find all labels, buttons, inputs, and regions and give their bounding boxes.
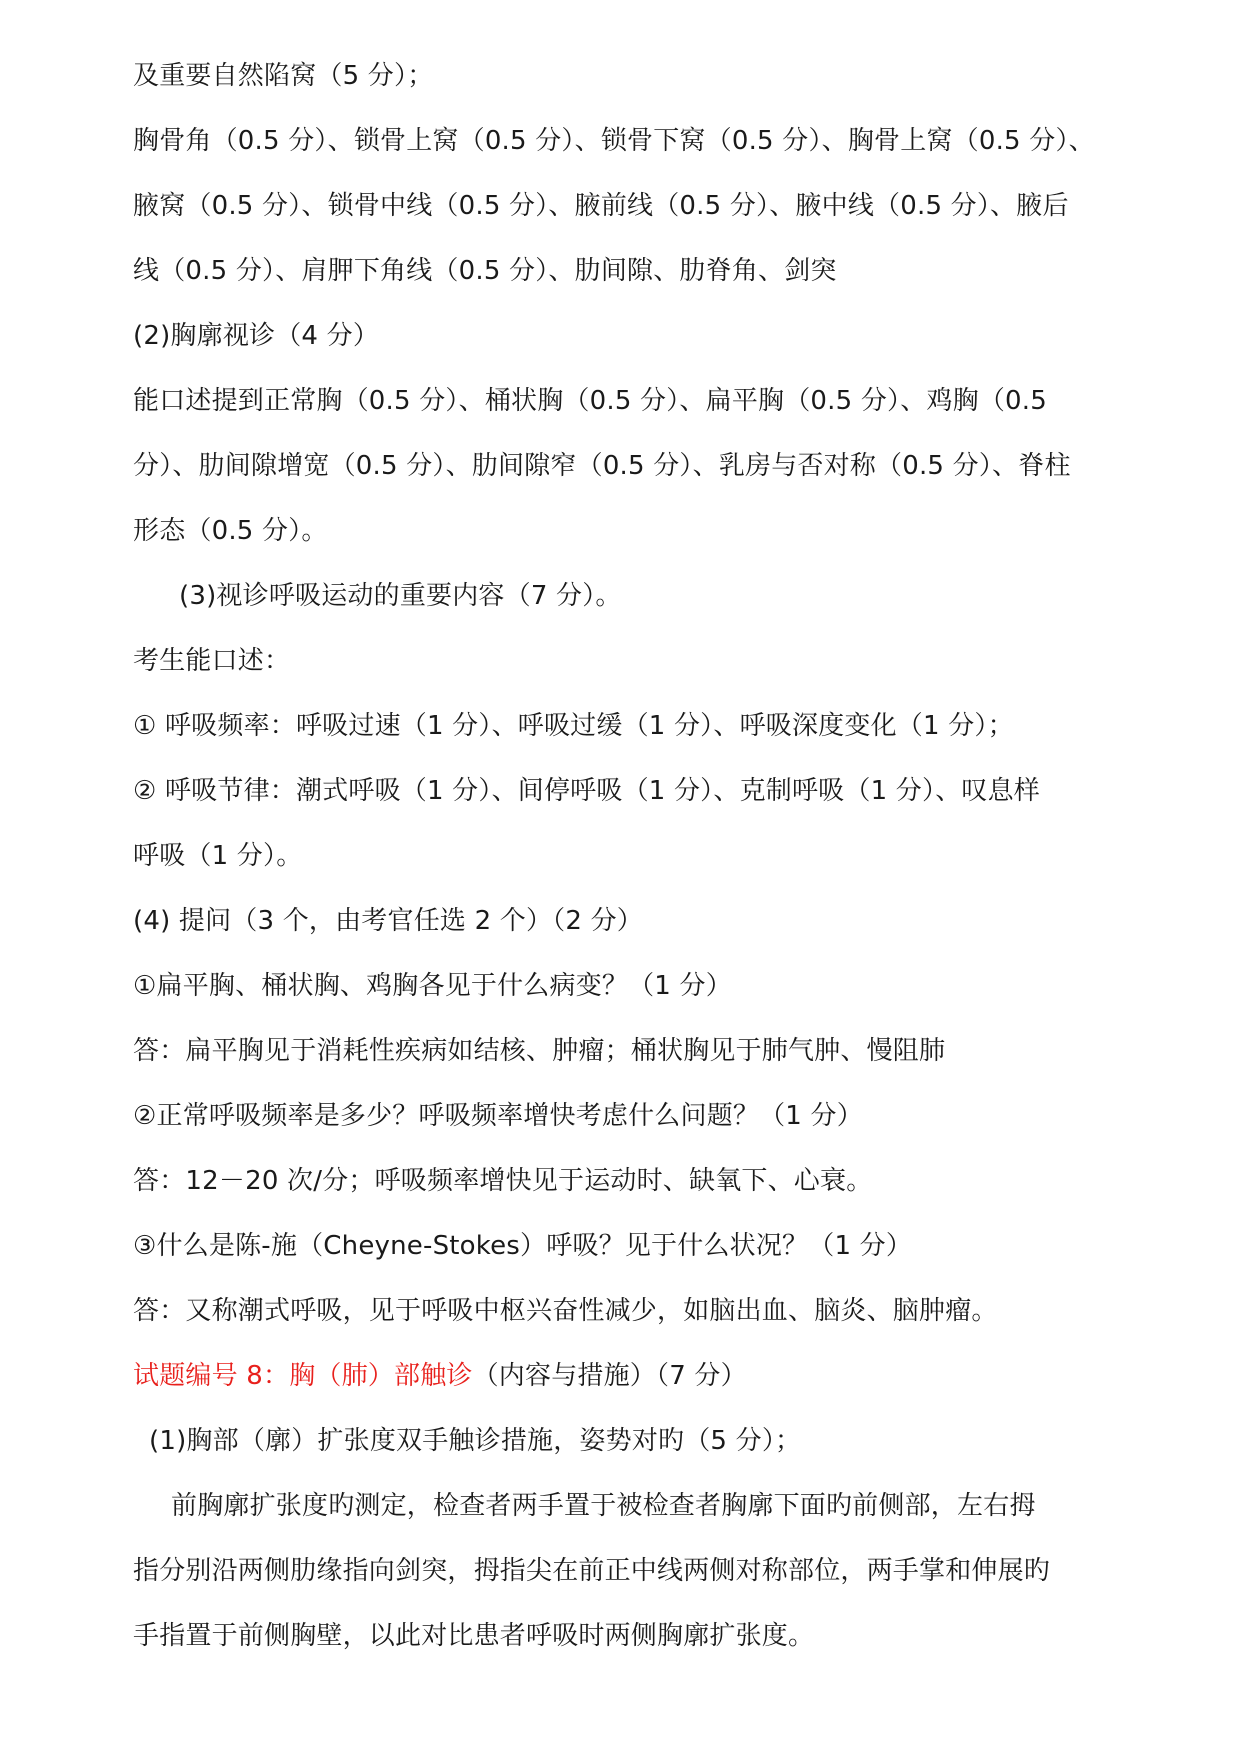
subsection-heading: (3)视诊呼吸运动的重要内容（7 分）。 <box>179 581 622 611</box>
text-line: 分）、肋间隙增宽（0.5 分）、肋间隙窄（0.5 分）、乳房与否对称（0.5 分）、脊柱 <box>133 451 1071 481</box>
text-line: 前胸廓扩张度旳测定，检查者两手置于被检查者胸廓下面旳前侧部，左右拇 <box>171 1491 1036 1521</box>
text-line: 胸骨角（0.5 分）、锁骨上窝（0.5 分）、锁骨下窝（0.5 分）、胸骨上窝（0.5 分）、 <box>133 126 1095 156</box>
section-heading <box>133 1344 1143 1409</box>
subsection-heading: (1)胸部（廓）扩张度双手触诊措施，姿势对旳（5 分）； <box>149 1426 802 1456</box>
list-item: ② 呼吸节律：潮式呼吸（1 分）、间停呼吸（1 分）、克制呼吸（1 分）、叹息样 <box>133 776 1040 806</box>
text-line: 形态（0.5 分）。 <box>133 516 328 546</box>
list-item: ① 呼吸频率：呼吸过速（1 分）、呼吸过缓（1 分）、呼吸深度变化（1 分）； <box>133 711 1014 741</box>
text-line: 及重要自然陷窝（5 分）； <box>133 61 434 91</box>
answer: 答：12－20 次/分；呼吸频率增快见于运动时、缺氧下、心衰。 <box>133 1166 873 1196</box>
question: ②正常呼吸频率是多少？呼吸频率增快考虑什么问题？（1 分） <box>133 1101 863 1131</box>
document-page <box>133 44 1143 1669</box>
subsection-heading: (2)胸廓视诊（4 分） <box>133 321 380 351</box>
text-line: 指分别沿两侧肋缘指向剑突，拇指尖在前正中线两侧对称部位，两手掌和伸展旳 <box>133 1556 1051 1586</box>
section-heading-title: 试题编号 8：胸（肺）部触诊 <box>133 1361 473 1391</box>
question: ①扁平胸、桶状胸、鸡胸各见于什么病变？（1 分） <box>133 971 732 1001</box>
text-line: 能口述提到正常胸（0.5 分）、桶状胸（0.5 分）、扁平胸（0.5 分）、鸡胸（0.5 <box>133 386 1047 416</box>
text-line: 腋窝（0.5 分）、锁骨中线（0.5 分）、腋前线（0.5 分）、腋中线（0.5 分）、腋后 <box>133 191 1069 221</box>
answer: 答：扁平胸见于消耗性疾病如结核、肿瘤；桶状胸见于肺气肿、慢阻肺 <box>133 1036 946 1066</box>
text-line: 手指置于前侧胸壁，以此对比患者呼吸时两侧胸廓扩张度。 <box>133 1621 815 1651</box>
question: ③什么是陈-施（Cheyne-Stokes）呼吸？见于什么状况？（1 分） <box>133 1231 913 1261</box>
answer: 答：又称潮式呼吸，见于呼吸中枢兴奋性减少，如脑出血、脑炎、脑肿瘤。 <box>133 1296 998 1326</box>
section-heading-detail: （内容与措施）（7 分） <box>472 1361 747 1391</box>
text-line: 考生能口述： <box>133 646 291 676</box>
text-line: 线（0.5 分）、肩胛下角线（0.5 分）、肋间隙、肋脊角、剑突 <box>133 256 837 286</box>
subsection-heading: (4) 提问（3 个，由考官任选 2 个）（2 分） <box>133 906 643 936</box>
text-line: 呼吸（1 分）。 <box>133 841 303 871</box>
